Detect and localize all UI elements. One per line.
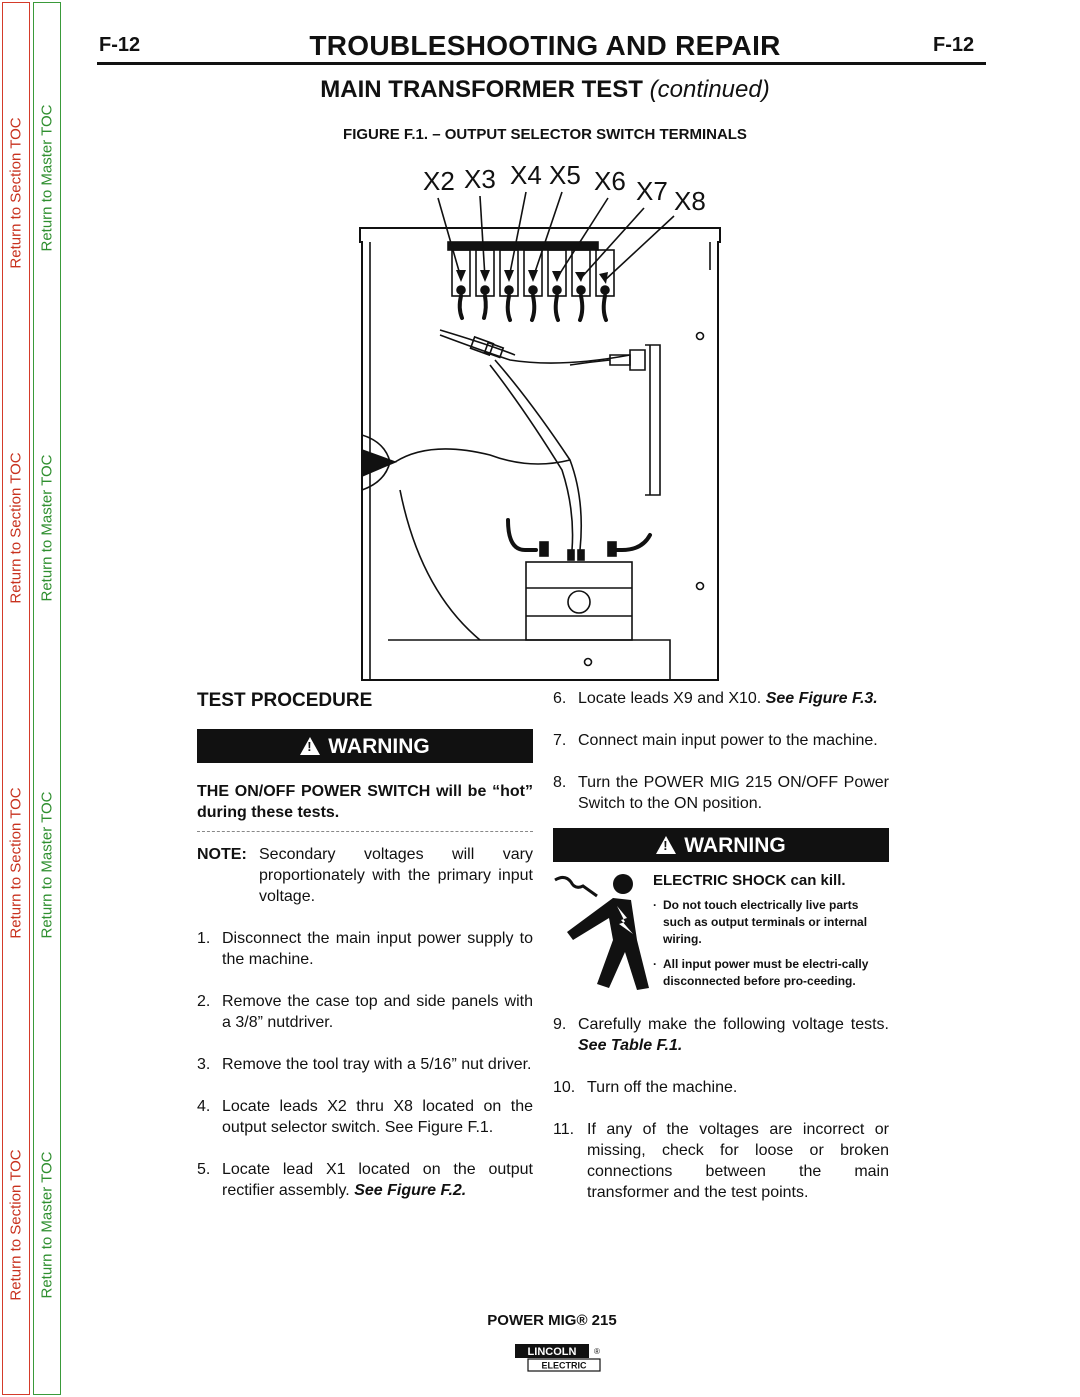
step-text: Turn off the machine. bbox=[587, 1079, 738, 1096]
shock-bullet-text: All input power must be electri-cally disconnected before pro-ceeding. bbox=[663, 957, 869, 988]
return-to-master-toc-link[interactable]: Return to Master TOC bbox=[38, 1151, 56, 1299]
note bbox=[197, 844, 533, 907]
step-number: 11. bbox=[553, 1121, 575, 1138]
warning-triangle-icon: ! bbox=[300, 737, 320, 755]
electric-shock-icon bbox=[553, 870, 653, 1000]
step-number: 2. bbox=[197, 993, 211, 1010]
warning-label: WARNING bbox=[328, 734, 430, 758]
section-subtitle bbox=[200, 76, 890, 104]
step-text-main: Locate lead X1 located on the output rectifier assembly. bbox=[222, 1161, 533, 1199]
step-text: Remove the tool tray with a 5/16” nut driver. bbox=[222, 1056, 532, 1073]
return-to-master-toc-link[interactable]: Return to Master TOC bbox=[38, 104, 56, 252]
page-title: TROUBLESHOOTING AND REPAIR bbox=[309, 30, 781, 61]
step-number: 6. bbox=[553, 690, 567, 707]
master-toc-bar bbox=[33, 2, 61, 1395]
shock-bullet-text: Do not touch electrically live parts such as output terminals or internal wiring. bbox=[663, 898, 868, 946]
step-text: Connect main input power to the machine. bbox=[578, 732, 878, 749]
terminal-label-x5: X5 bbox=[549, 160, 581, 190]
step-text-main: Locate leads X9 and X10. bbox=[578, 690, 762, 707]
lincoln-electric-logo bbox=[514, 1343, 602, 1373]
step-item bbox=[197, 1096, 533, 1138]
step-item bbox=[553, 730, 889, 751]
table-reference-link[interactable]: See Table F.1. bbox=[578, 1037, 683, 1054]
return-to-section-toc-link[interactable]: Return to Section TOC bbox=[7, 117, 25, 269]
warning-banner bbox=[197, 729, 533, 763]
subtitle-continued: (continued) bbox=[649, 76, 770, 103]
step-text bbox=[578, 1014, 889, 1056]
terminal-label-x6: X6 bbox=[594, 166, 626, 196]
step-text: Disconnect the main input power supply to the machine. bbox=[222, 930, 533, 968]
step-item bbox=[197, 991, 533, 1033]
shock-bullet bbox=[653, 956, 889, 990]
step-item bbox=[197, 928, 533, 970]
shock-text bbox=[653, 870, 889, 1000]
step-number: 3. bbox=[197, 1056, 211, 1073]
right-column bbox=[553, 688, 889, 1203]
terminal-label-x4: X4 bbox=[510, 160, 542, 190]
footer-model-name: POWER MIG® 215 bbox=[487, 1312, 617, 1329]
section-toc-bar bbox=[2, 2, 30, 1395]
step-text bbox=[222, 1159, 533, 1201]
note-text: Secondary voltages will vary proportionately with the primary input voltage. bbox=[259, 846, 533, 905]
step-number: 5. bbox=[197, 1161, 211, 1178]
step-number: 1. bbox=[197, 930, 211, 947]
step-item bbox=[553, 772, 889, 814]
step-item bbox=[197, 1159, 533, 1201]
shock-title: ELECTRIC SHOCK can kill. bbox=[653, 872, 846, 889]
terminal-label-x2: X2 bbox=[423, 166, 455, 196]
step-item bbox=[553, 1077, 889, 1098]
step-number: 9. bbox=[553, 1016, 567, 1033]
bullet-dot: · bbox=[653, 898, 657, 912]
return-to-section-toc-link[interactable]: Return to Section TOC bbox=[7, 452, 25, 604]
step-text: Locate leads X2 thru X8 located on the output selector switch. See Figure F.1. bbox=[222, 1098, 533, 1136]
logo-bottom-text: ELECTRIC bbox=[541, 1360, 587, 1371]
step-text: Turn the POWER MIG 215 ON/OFF Power Switch to the ON position. bbox=[578, 774, 889, 812]
terminal-label-x3: X3 bbox=[464, 164, 496, 194]
output-selector-switch-figure bbox=[340, 150, 740, 690]
figure-reference-link[interactable]: See Figure F.3. bbox=[765, 690, 878, 707]
shock-bullet bbox=[653, 897, 889, 948]
subtitle-main: MAIN TRANSFORMER TEST bbox=[320, 76, 643, 103]
figure-caption: FIGURE F.1. – OUTPUT SELECTOR SWITCH TERMINALS bbox=[343, 126, 747, 143]
bullet-dot: · bbox=[653, 957, 657, 971]
logo-registered-mark: ® bbox=[594, 1347, 600, 1356]
warning-text: THE ON/OFF POWER SWITCH will be “hot” during these tests. bbox=[197, 783, 533, 821]
return-to-section-toc-link[interactable]: Return to Section TOC bbox=[7, 787, 25, 939]
page-code-left: F-12 bbox=[99, 34, 141, 56]
step-item bbox=[197, 1054, 533, 1075]
header-rule bbox=[97, 62, 986, 65]
terminal-label-x7: X7 bbox=[636, 176, 668, 206]
test-procedure-heading: TEST PROCEDURE bbox=[197, 690, 373, 711]
warning-banner bbox=[553, 828, 889, 862]
return-to-section-toc-link[interactable]: Return to Section TOC bbox=[7, 1149, 25, 1301]
step-text bbox=[578, 688, 889, 709]
step-item bbox=[553, 1014, 889, 1056]
step-item bbox=[553, 688, 889, 709]
step-number: 8. bbox=[553, 774, 567, 791]
electric-shock-warning bbox=[553, 870, 889, 1000]
logo-top-text: LINCOLN bbox=[527, 1346, 577, 1358]
warning-label: WARNING bbox=[684, 833, 786, 857]
page-code-right: F-12 bbox=[933, 34, 975, 56]
left-column bbox=[197, 688, 533, 1201]
dashed-divider bbox=[197, 831, 533, 832]
step-item bbox=[553, 1119, 889, 1203]
step-text: Remove the case top and side panels with a 3/8” nutdriver. bbox=[222, 993, 533, 1031]
step-text: If any of the voltages are incorrect or missing, check for loose or broken connections between the main transformer and the test points. bbox=[587, 1121, 889, 1201]
step-text-main: Carefully make the following voltage tests. bbox=[578, 1016, 889, 1033]
step-number: 4. bbox=[197, 1098, 211, 1115]
note-label: NOTE: bbox=[197, 846, 247, 863]
step-number: 10. bbox=[553, 1079, 576, 1096]
warning-triangle-icon: ! bbox=[656, 836, 676, 854]
terminal-label-x8: X8 bbox=[674, 186, 706, 216]
return-to-master-toc-link[interactable]: Return to Master TOC bbox=[38, 791, 56, 939]
figure-reference-link[interactable]: See Figure F.2. bbox=[354, 1182, 467, 1199]
step-number: 7. bbox=[553, 732, 567, 749]
return-to-master-toc-link[interactable]: Return to Master TOC bbox=[38, 454, 56, 602]
